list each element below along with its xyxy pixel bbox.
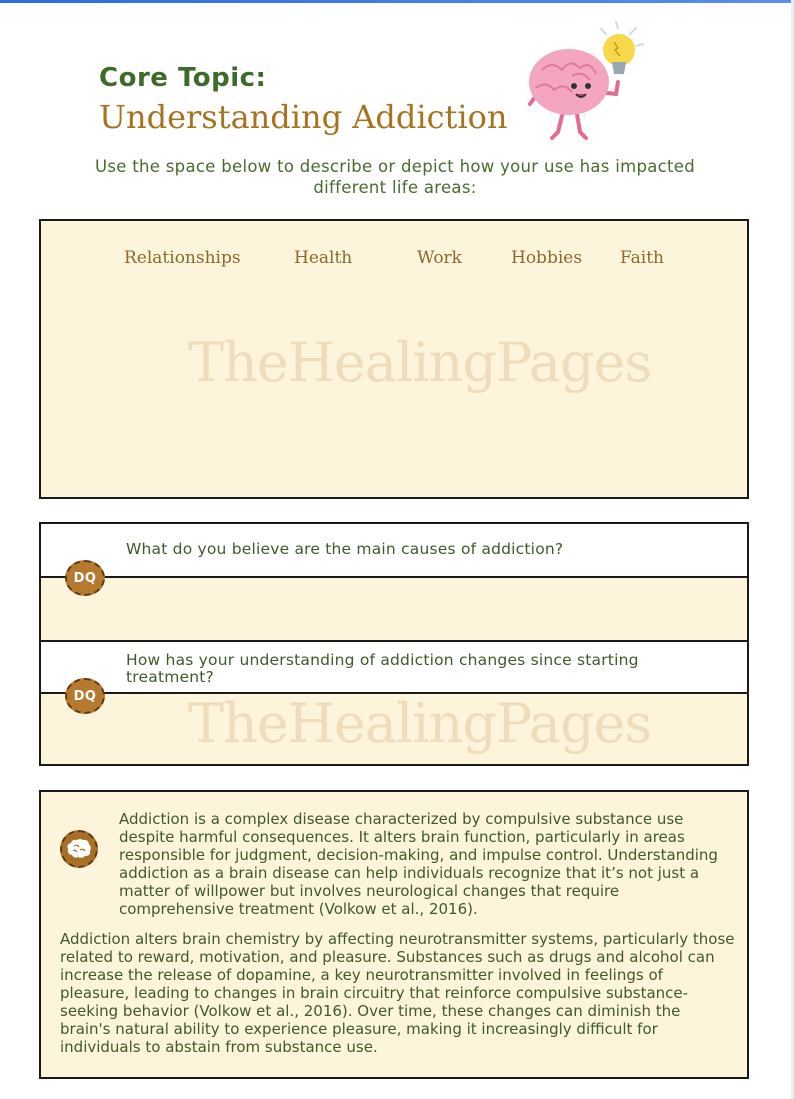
dq-badge: DQ <box>65 560 105 596</box>
area-relationships: Relationships <box>124 248 241 268</box>
info-paragraph-2: Addiction alters brain chemistry by affecting neurotransmitter systems, particularly those related to reward, motivation, and pleasure. Substances such as drugs and alcohol can increase the release of dopamine, a key neurotransmitter involved in feelings of pleasure, leading to changes in brain circuitry that reinforce compulsive substance-seeking behavior (Volkow et al., 2016). Over time, these changes can diminish the brain's natural ability to experience pleasure, making it increasingly difficult for individuals to abstain from substance use. <box>60 930 735 1056</box>
brain-character-lightbulb-icon <box>512 20 652 150</box>
info-paragraph-1: Addiction is a complex disease characterized by compulsive substance use despite harmful consequences. It alters brain function, particularly in areas responsible for judgment, decision-making, and impulse control. Understanding addiction as a brain disease can help individuals recognize that it’s not just a matter of willpower but involves neurological changes that require comprehensive treatment (Volkow et al., 2016). <box>119 810 718 918</box>
life-areas-box[interactable] <box>39 219 749 499</box>
area-hobbies: Hobbies <box>511 248 583 268</box>
question-1: What do you believe are the main causes of addiction? <box>126 540 564 558</box>
page-title: Understanding Addiction <box>99 98 508 136</box>
watermark: TheHealingPages <box>188 692 652 755</box>
area-work: Work <box>417 248 462 268</box>
area-health: Health <box>294 248 353 268</box>
info-box <box>39 790 749 1079</box>
brain-icon <box>60 830 98 868</box>
question-row-2 <box>41 640 747 694</box>
instruction-text: Use the space below to describe or depict how your use has impacted different life areas: <box>94 157 696 197</box>
question-row-1 <box>41 524 747 578</box>
top-accent-bar <box>0 0 794 3</box>
watermark: TheHealingPages <box>188 331 652 394</box>
dq-badge: DQ <box>65 678 105 714</box>
area-faith: Faith <box>620 248 664 268</box>
answer-area-1[interactable] <box>41 580 747 640</box>
question-2: How has your understanding of addiction changes since starting treatment? <box>126 651 639 686</box>
core-topic-label: Core Topic: <box>99 63 267 93</box>
discussion-questions-box <box>39 522 749 766</box>
